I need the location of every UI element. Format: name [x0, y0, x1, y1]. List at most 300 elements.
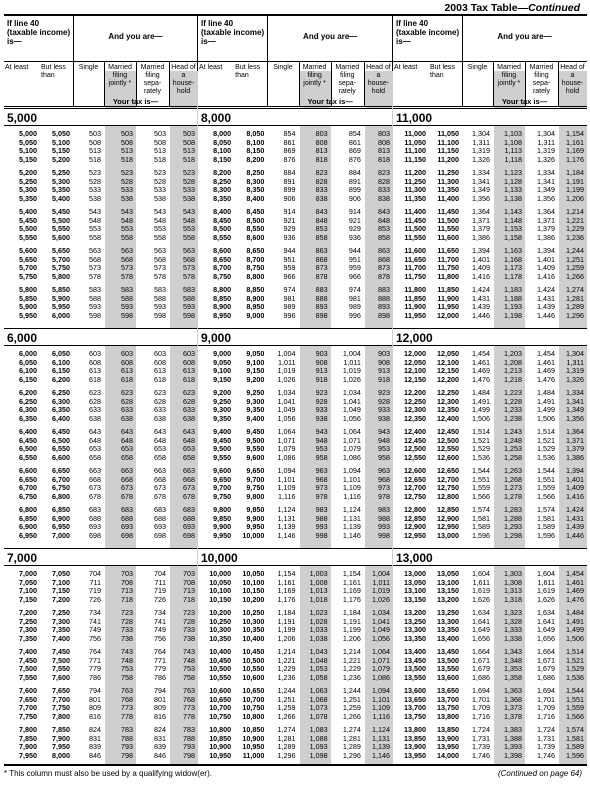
tax-value: 968: [377, 474, 390, 484]
at-least-value: 7,550: [19, 672, 37, 682]
tax-value: 1,424: [537, 285, 555, 294]
tax-value: 588: [89, 293, 101, 303]
tax-value: 1,131: [277, 513, 296, 523]
but-less-than-value: 8,250: [246, 168, 265, 177]
tax-value: 678: [89, 491, 101, 501]
tax-value: 558: [89, 232, 101, 242]
tax-value: 838: [377, 193, 390, 203]
but-less-than-value: 10,100: [242, 577, 265, 587]
tax-value: 693: [121, 522, 133, 531]
but-less-than-value: 8,850: [246, 285, 265, 294]
tax-value: 1,634: [537, 608, 555, 617]
at-least-value: 11,050: [404, 137, 426, 147]
at-least-value: 13,050: [404, 577, 426, 587]
tax-value: 1,521: [537, 435, 555, 445]
tax-value: 753: [121, 664, 133, 673]
table-row: [4, 493, 197, 502]
but-less-than-value: 10,600: [242, 672, 265, 682]
at-least-value: 10,350: [209, 633, 232, 643]
tax-value: 1,026: [277, 374, 296, 384]
tax-value: 1,551: [472, 474, 490, 484]
tax-value: 899: [348, 185, 361, 194]
at-least-value: 5,600: [19, 246, 37, 255]
head-of-household-label: Head of a house- hold: [366, 64, 391, 95]
at-least-value: 9,950: [213, 530, 232, 540]
tax-value: 1,303: [504, 569, 522, 578]
but-less-than-value: 9,400: [246, 413, 265, 423]
but-less-than-value: 10,400: [242, 633, 265, 643]
table-row: [198, 234, 392, 243]
at-least-value: 9,450: [213, 435, 232, 445]
tax-value: 1,161: [566, 137, 584, 147]
but-less-than-value: 11,950: [437, 302, 459, 311]
at-least-value: 10,600: [209, 686, 232, 695]
tax-value: 1,296: [342, 750, 361, 760]
tax-value: 653: [89, 444, 101, 453]
tax-value: 668: [121, 474, 133, 484]
table-row: [198, 532, 392, 541]
tax-value: 833: [315, 185, 328, 194]
tax-value: 548: [121, 215, 133, 225]
but-less-than-value: 12,150: [437, 366, 459, 375]
tax-value: 1,439: [566, 522, 584, 531]
but-less-than-value: 6,300: [52, 396, 70, 406]
tax-value: 1,124: [371, 725, 390, 734]
table-row: [393, 454, 587, 463]
tax-value: 643: [121, 427, 133, 436]
tax-value: 921: [283, 215, 296, 225]
but-less-than-value: 9,700: [246, 474, 265, 484]
tax-value: 1,424: [472, 285, 490, 294]
tax-value: 711: [154, 577, 166, 587]
tax-value: 683: [183, 505, 195, 514]
tax-value: 913: [377, 366, 390, 375]
tax-value: 876: [283, 154, 296, 164]
tax-value: 1,326: [472, 154, 490, 164]
tax-value: 508: [121, 137, 133, 147]
at-least-label: At least: [394, 64, 418, 71]
but-less-than-value: 10,750: [242, 703, 265, 712]
tax-value: 1,163: [504, 246, 522, 255]
tax-value: 698: [89, 530, 101, 540]
tax-value: 878: [377, 271, 390, 281]
tax-value: 1,626: [537, 594, 555, 604]
tax-value: 1,028: [309, 616, 328, 626]
tax-value: 763: [183, 686, 195, 695]
tax-value: 1,694: [472, 686, 490, 695]
tax-value: 1,431: [472, 293, 490, 303]
tax-value: 978: [377, 491, 390, 501]
tax-value: 803: [377, 129, 390, 138]
but-less-than-value: 6,650: [52, 466, 70, 475]
tax-value: 668: [183, 474, 195, 484]
tax-value: 1,101: [277, 474, 296, 484]
tax-value: 503: [183, 129, 195, 138]
tax-value: 981: [283, 293, 296, 303]
tax-value: 523: [89, 168, 101, 177]
at-least-value: 7,300: [19, 625, 37, 634]
tax-value: 1,026: [371, 594, 390, 604]
tax-value: 981: [348, 293, 361, 303]
tax-value: 798: [183, 750, 195, 760]
tax-value: 938: [377, 413, 390, 423]
tax-value: 1,401: [566, 474, 584, 484]
tax-value: 1,094: [277, 466, 296, 475]
tax-value: 1,213: [504, 366, 522, 375]
tax-value: 1,056: [277, 413, 296, 423]
table-header: [393, 16, 587, 107]
at-least-value: 11,550: [404, 232, 426, 242]
single-label: Single: [467, 64, 488, 71]
tax-value: 1,506: [472, 413, 490, 423]
at-least-value: 10,300: [209, 625, 232, 634]
tax-value: 578: [89, 271, 101, 281]
tax-value: 1,078: [309, 711, 328, 721]
but-less-than-value: 8,550: [246, 224, 265, 233]
tax-value: 1,218: [504, 374, 522, 384]
but-less-than-value: 13,250: [437, 608, 459, 617]
tax-value: 1,154: [342, 569, 361, 578]
but-less-than-value: 8,000: [52, 750, 70, 760]
tax-value: 876: [348, 154, 361, 164]
at-least-value: 9,050: [213, 357, 232, 367]
tax-value: 658: [121, 452, 133, 462]
tax-value: 1,266: [566, 271, 584, 281]
tax-value: 846: [154, 750, 166, 760]
at-least-value: 11,100: [404, 146, 426, 155]
at-least-value: 12,100: [404, 366, 426, 375]
at-least-value: 13,550: [404, 672, 426, 682]
tax-value: 996: [283, 310, 296, 320]
tax-value: 1,004: [371, 569, 390, 578]
tax-value: 1,038: [309, 633, 328, 643]
tax-value: 1,148: [504, 215, 522, 225]
thousand-header: [4, 328, 197, 346]
tax-value: 1,041: [342, 396, 361, 406]
but-less-than-value: 5,100: [52, 137, 70, 147]
but-less-than-value: 5,850: [52, 285, 70, 294]
tax-value: 758: [183, 672, 195, 682]
tax-value: 1,034: [371, 608, 390, 617]
tax-value: 1,048: [309, 655, 328, 665]
tax-value: 1,476: [472, 374, 490, 384]
tax-value: 1,319: [566, 366, 584, 375]
at-least-value: 11,900: [404, 302, 426, 311]
at-least-value: 12,850: [404, 513, 426, 523]
tax-value: 1,364: [472, 207, 490, 216]
tax-value: 1,086: [371, 672, 390, 682]
tax-value: 993: [315, 522, 328, 531]
your-tax-is-label: Your tax is—: [501, 97, 548, 106]
but-less-than-value: 12,000: [437, 310, 459, 320]
but-less-than-value: 5,450: [52, 207, 70, 216]
tax-value: 1,589: [537, 522, 555, 531]
tax-value: 1,296: [566, 310, 584, 320]
at-least-value: 7,450: [19, 655, 37, 665]
tax-value: 773: [183, 703, 195, 712]
but-less-than-value: 7,750: [52, 703, 70, 712]
tax-value: 1,746: [472, 750, 490, 760]
at-least-value: 10,500: [209, 664, 232, 673]
tax-value: 808: [315, 137, 328, 147]
tax-value: 568: [183, 254, 195, 264]
tax-value: 1,686: [537, 672, 555, 682]
at-least-value: 12,800: [404, 505, 426, 514]
tax-value: 1,649: [537, 625, 555, 634]
and-you-are-label: And you are—: [497, 32, 552, 41]
table-row: [4, 156, 197, 165]
tax-value: 608: [183, 357, 195, 367]
tax-value: 573: [183, 263, 195, 272]
table-row: [198, 312, 392, 321]
tax-value: 548: [154, 215, 166, 225]
but-less-than-value: 8,300: [246, 176, 265, 186]
tax-value: 1,208: [504, 357, 522, 367]
tax-value: 543: [121, 207, 133, 216]
tax-value: 588: [183, 293, 195, 303]
but-less-than-value: 8,650: [246, 246, 265, 255]
tax-value: 719: [89, 586, 101, 595]
tax-value: 1,724: [472, 725, 490, 734]
tax-value: 1,221: [566, 215, 584, 225]
tax-value: 1,071: [277, 435, 296, 445]
tax-value: 1,739: [472, 742, 490, 751]
at-least-value: 7,900: [19, 742, 37, 751]
tax-value: 593: [183, 302, 195, 311]
but-less-than-value: 7,150: [52, 586, 70, 595]
but-less-than-value: 7,350: [52, 625, 70, 634]
tax-value: 1,049: [277, 405, 296, 414]
thousand-label: 10,000: [201, 551, 238, 565]
tax-value: 719: [154, 586, 166, 595]
tax-value: 854: [283, 129, 296, 138]
at-least-value: 11,950: [404, 310, 426, 320]
tax-value: 568: [89, 254, 101, 264]
tax-value: 758: [121, 672, 133, 682]
at-least-value: 8,750: [213, 271, 232, 281]
but-less-than-value: 9,450: [246, 427, 265, 436]
table-row: [198, 376, 392, 385]
tax-value: 1,131: [371, 733, 390, 743]
but-less-than-value: 6,850: [52, 505, 70, 514]
tax-value: 1,356: [566, 413, 584, 423]
tax-value: 503: [154, 129, 166, 138]
at-least-value: 10,850: [209, 733, 232, 743]
tax-value: 1,641: [472, 616, 490, 626]
tax-value: 603: [183, 349, 195, 358]
at-least-value: 11,850: [404, 293, 426, 303]
tax-value: 583: [89, 285, 101, 294]
at-least-value: 12,200: [404, 388, 426, 397]
tax-value: 1,739: [537, 742, 555, 751]
married-separately-label: Married filing sepa- rately: [529, 64, 554, 95]
tax-value: 583: [121, 285, 133, 294]
and-you-are-label: And you are—: [303, 32, 358, 41]
title-suffix: Continued: [528, 2, 580, 14]
tax-value: 1,308: [504, 577, 522, 587]
tax-value: 853: [315, 224, 328, 233]
but-less-than-value: 10,200: [242, 594, 265, 604]
tax-value: 1,484: [566, 608, 584, 617]
tax-value: 583: [154, 285, 166, 294]
table-row: [393, 376, 587, 385]
tax-value: 603: [154, 349, 166, 358]
tax-value: 518: [154, 154, 166, 164]
tax-value: 568: [121, 254, 133, 264]
tax-value: 963: [315, 466, 328, 475]
tax-value: 1,596: [472, 530, 490, 540]
tax-value: 1,544: [472, 466, 490, 475]
but-less-than-value: 7,500: [52, 655, 70, 665]
tax-value: 1,288: [504, 513, 522, 523]
tax-value: 528: [154, 176, 166, 186]
tax-value: 929: [348, 224, 361, 233]
but-less-than-value: 12,450: [437, 427, 459, 436]
tax-value: 1,484: [472, 388, 490, 397]
but-less-than-value: 9,050: [246, 349, 265, 358]
tax-value: 1,169: [566, 146, 584, 155]
tax-value: 1,296: [277, 750, 296, 760]
tax-value: 1,409: [537, 263, 555, 272]
tax-value: 974: [283, 285, 296, 294]
tax-value: 753: [183, 664, 195, 673]
tax-value: 703: [121, 569, 133, 578]
table-row: [4, 234, 197, 243]
tax-value: 756: [89, 633, 101, 643]
table-row: [198, 752, 392, 761]
tax-value: 903: [377, 349, 390, 358]
at-least-value: 9,250: [213, 396, 232, 406]
at-least-value: 7,250: [19, 616, 37, 626]
tax-value: 1,103: [504, 129, 522, 138]
tax-value: 743: [121, 647, 133, 656]
tax-value: 813: [315, 146, 328, 155]
at-least-value: 9,750: [213, 491, 232, 501]
tax-value: 1,378: [504, 711, 522, 721]
tax-value: 533: [121, 185, 133, 194]
tax-value: 1,019: [342, 366, 361, 375]
tax-value: 1,183: [504, 285, 522, 294]
tax-value: 1,446: [566, 530, 584, 540]
tax-value: 768: [121, 694, 133, 704]
tax-value: 653: [154, 444, 166, 453]
at-least-value: 12,900: [404, 522, 426, 531]
tax-value: 1,499: [566, 625, 584, 634]
but-less-than-value: 10,050: [242, 569, 265, 578]
tax-value: 1,146: [371, 750, 390, 760]
tax-value: 839: [154, 742, 166, 751]
tax-value: 698: [183, 530, 195, 540]
at-least-value: 5,700: [19, 263, 37, 272]
tax-value: 1,446: [472, 310, 490, 320]
tax-value: 563: [89, 246, 101, 255]
table-row: [4, 752, 197, 761]
tax-value: 1,386: [566, 452, 584, 462]
tax-value: 1,311: [472, 137, 490, 147]
tax-value: 1,139: [277, 522, 296, 531]
at-least-value: 9,800: [213, 505, 232, 514]
tax-value: 773: [121, 703, 133, 712]
thousand-header: [4, 108, 197, 126]
tax-value: 1,469: [566, 586, 584, 595]
but-less-than-value: 8,100: [246, 137, 265, 147]
but-less-than-value: 6,550: [52, 444, 70, 453]
at-least-value: 10,900: [209, 742, 232, 751]
at-least-value: 11,250: [404, 176, 426, 186]
at-least-value: 12,500: [404, 444, 426, 453]
at-least-value: 12,550: [404, 452, 426, 462]
tax-value: 1,304: [472, 129, 490, 138]
at-least-value: 7,000: [19, 569, 37, 578]
but-less-than-value: 11,550: [437, 224, 459, 233]
but-less-than-value: 12,500: [437, 435, 459, 445]
at-least-value: 12,300: [404, 405, 426, 414]
tax-value: 1,574: [472, 505, 490, 514]
thousand-label: 13,000: [396, 551, 433, 565]
but-less-than-value: 11,100: [437, 137, 459, 147]
tax-value: 1,206: [566, 193, 584, 203]
tax-value: 974: [348, 285, 361, 294]
tax-value: 1,581: [537, 513, 555, 523]
tax-value: 1,259: [342, 703, 361, 712]
tax-value: 1,153: [504, 224, 522, 233]
tax-value: 1,701: [472, 694, 490, 704]
tax-value: 608: [154, 357, 166, 367]
page-title: 2003 Tax Table—Continued: [444, 2, 580, 14]
tax-value: 573: [154, 263, 166, 272]
tax-value: 1,034: [342, 388, 361, 397]
at-least-value: 5,300: [19, 185, 37, 194]
tax-value: 809: [89, 703, 101, 712]
at-least-value: 7,600: [19, 686, 37, 695]
tax-value: 628: [89, 396, 101, 406]
but-less-than-value: 5,750: [52, 263, 70, 272]
at-least-value: 7,750: [19, 711, 37, 721]
tax-value: 883: [315, 285, 328, 294]
tax-value: 658: [183, 452, 195, 462]
tax-value: 668: [154, 474, 166, 484]
but-less-than-value: 7,650: [52, 686, 70, 695]
tax-value: 1,033: [309, 625, 328, 634]
tax-value: 1,199: [277, 625, 296, 634]
tax-value: 698: [154, 530, 166, 540]
tax-value: 603: [121, 349, 133, 358]
at-least-value: 10,950: [209, 750, 232, 760]
tax-value: 921: [348, 215, 361, 225]
table-row: [198, 493, 392, 502]
at-least-value: 10,250: [209, 616, 232, 626]
tax-value: 1,664: [537, 647, 555, 656]
at-least-value: 7,850: [19, 733, 37, 743]
tax-value: 988: [377, 513, 390, 523]
tax-value: 989: [283, 302, 296, 311]
tax-value: 1,073: [309, 703, 328, 712]
tax-value: 513: [121, 146, 133, 155]
at-least-value: 8,150: [213, 154, 232, 164]
tax-value: 1,008: [309, 577, 328, 587]
tax-value: 1,394: [537, 246, 555, 255]
but-less-than-value: 11,900: [437, 293, 459, 303]
tax-value: 533: [183, 185, 195, 194]
table-row: [4, 273, 197, 282]
tax-value: 623: [121, 388, 133, 397]
tax-value: 1,353: [504, 664, 522, 673]
tax-value: 1,223: [504, 388, 522, 397]
tax-value: 1,088: [309, 733, 328, 743]
at-least-value: 11,400: [404, 207, 426, 216]
but-less-than-value: 10,450: [242, 647, 265, 656]
tax-value: 1,118: [504, 154, 522, 164]
